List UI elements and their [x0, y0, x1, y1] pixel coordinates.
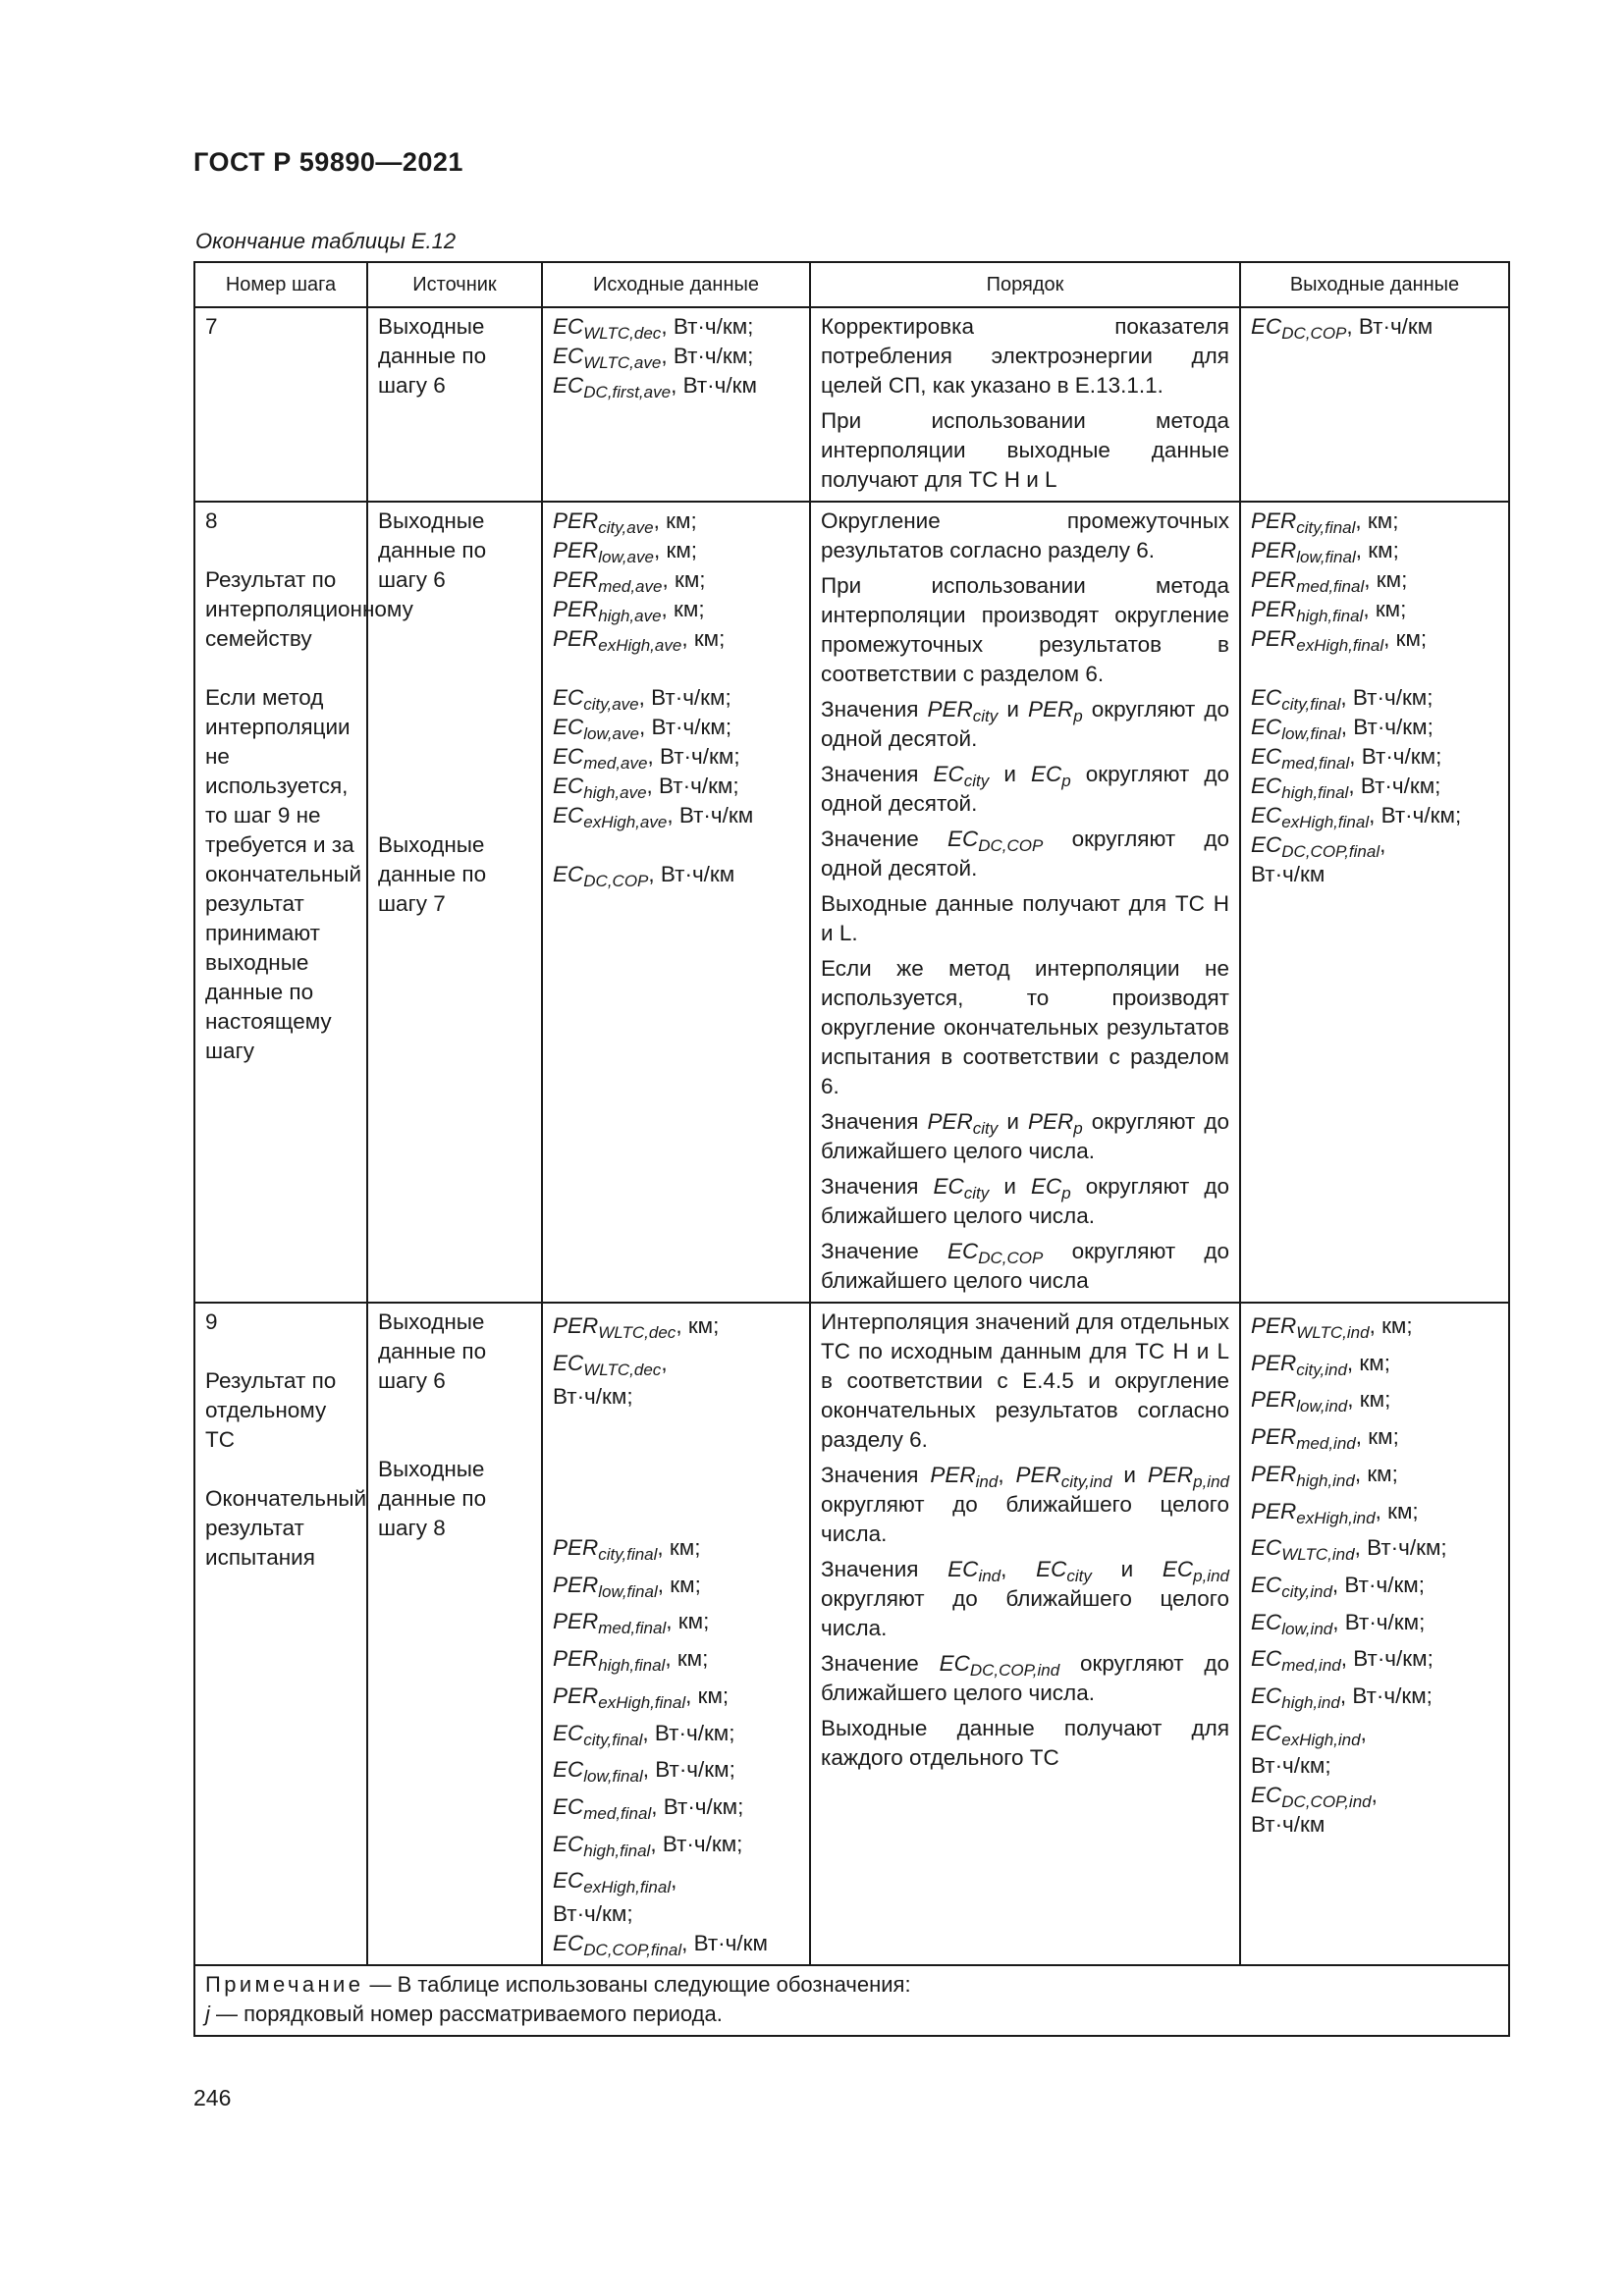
formula-item: $EC_{city,ind}$, Вт·ч/км; — [1251, 1572, 1426, 1601]
col-order: Порядок — [810, 262, 1240, 307]
output-cell — [1240, 1303, 1509, 1965]
formula-item: $EC_{exHigh,ind}$, — [1251, 1720, 1367, 1749]
formula-item: $EC_{city,final}$, Вт·ч/км; — [1251, 685, 1434, 714]
output-cell — [1240, 502, 1509, 1303]
formula-item: $EC_{city,final}$, Вт·ч/км; — [553, 1720, 735, 1749]
source-text: Выходные данные по шагу 6 — [378, 314, 487, 398]
formula-item: $EC_{high,ave}$, Вт·ч/км; — [553, 774, 739, 802]
formula-list — [553, 860, 799, 889]
order-paragraph: При использовании метода интерполяции производят округление промежуточных результатов в соответствии с разделом 6. — [821, 573, 1229, 686]
formula-item: $PER_{low,ind}$, км; — [1251, 1387, 1391, 1416]
order-paragraph: Значение $EC_{DC,COP}$ округляют до ближайшего целого числа — [821, 1239, 1229, 1293]
formula-list — [1251, 312, 1498, 342]
step-note: Результат по интерполяционному семейству — [205, 567, 413, 651]
order-paragraph: Значение $EC_{DC,COP}$ округляют до одной десятой. — [821, 827, 1229, 881]
input-cell — [542, 502, 810, 1303]
source-text: Выходные данные по шагу 6 — [378, 508, 487, 592]
step-note: Результат по отдельному ТС — [205, 1368, 337, 1452]
formula-item: $PER_{exHigh,final}$, км; — [553, 1682, 730, 1712]
formula-item: $EC_{exHigh,ave}$, Вт·ч/км — [553, 803, 754, 831]
step-cell — [194, 307, 367, 502]
source-cell — [367, 1303, 542, 1965]
formula-item: $EC_{DC,COP}$, Вт·ч/км — [1251, 314, 1434, 343]
formula-item: $EC_{low,ave}$, Вт·ч/км; — [553, 715, 732, 743]
table-caption: Окончание таблицы Е.12 — [195, 229, 457, 253]
order-paragraph: Значения $EC_{ind}$, $EC_{city}$ и $EC_{p,ind}$ округляют до ближайшего целого числа. — [821, 1557, 1229, 1640]
source-text: Выходные данные по шагу 7 — [378, 832, 487, 916]
formula-item: $EC_{exHigh,final}$, Вт·ч/км; — [1251, 803, 1462, 831]
formula-item: $PER_{city,ind}$, км; — [1251, 1350, 1390, 1379]
note-label: Примечание — [205, 1972, 364, 1998]
formula-item: $PER_{city,final}$, км; — [1251, 508, 1399, 537]
step-note: Если метод интерполяции не используется, то шаг 9 не требуется и за окончательный результат принимают выходные данные по настоящему шагу — [205, 685, 362, 1063]
formula-list — [553, 507, 799, 654]
order-paragraph: Значения $PER_{ind}$, $PER_{city,ind}$ и $PER_{p,ind}$ округляют до ближайшего целого числа. — [821, 1463, 1229, 1546]
source-text: Выходные данные по шагу 6 — [378, 1309, 487, 1393]
formula-item: $EC_{WLTC,ind}$, Вт·ч/км; — [1251, 1535, 1447, 1565]
order-paragraph: Интерполяция значений для отдельных ТС по исходным данным для ТС H и L в соответствии с Е.4.5 и округление окончательных результатов согласно разделу 6. — [821, 1309, 1229, 1452]
output-cell — [1240, 307, 1509, 502]
input-cell — [542, 307, 810, 502]
formula-item: $EC_{DC,COP}$, Вт·ч/км — [553, 862, 735, 890]
formula-item: $PER_{city,final}$, км; — [553, 1535, 701, 1564]
formula-item: $PER_{WLTC,dec}$, км; — [553, 1313, 720, 1342]
formula-unit: Вт·ч/км; — [1251, 1753, 1331, 1779]
formula-item: $EC_{WLTC,dec}$, — [553, 1351, 668, 1379]
order-paragraph: Значение $EC_{DC,COP,ind}$ округляют до ближайшего целого числа. — [821, 1651, 1229, 1705]
formula-list — [553, 312, 799, 400]
source-cell — [367, 502, 542, 1303]
formula-list — [1251, 683, 1498, 860]
formula-item: $EC_{high,final}$, Вт·ч/км; — [553, 1831, 743, 1860]
note-line: Примечание — В таблице использованы следующие обозначения: — [205, 1972, 911, 1998]
formula-item: $PER_{low,ave}$, км; — [553, 538, 698, 566]
document-header: ГОСТ Р 59890—2021 — [193, 147, 463, 177]
formula-list — [553, 683, 799, 830]
formula-item: $PER_{low,final}$, км; — [553, 1572, 701, 1601]
formula-item: $EC_{med,ind}$, Вт·ч/км; — [1251, 1646, 1434, 1676]
formula-item: $EC_{high,final}$, Вт·ч/км; — [1251, 774, 1441, 802]
formula-item: $EC_{low,ind}$, Вт·ч/км; — [1251, 1609, 1426, 1638]
steps-table — [193, 261, 1510, 2037]
col-step: Номер шага — [194, 262, 367, 307]
order-paragraph: Если же метод интерполяции не используется, то производят округление окончательных результатов испытания в соответствии с разделом 6. — [821, 956, 1229, 1098]
formula-item: $PER_{exHigh,ave}$, км; — [553, 626, 726, 655]
formula-item: $EC_{DC,COP,ind}$, — [1251, 1783, 1378, 1812]
formula-list — [1251, 1781, 1498, 1810]
order-cell — [810, 502, 1240, 1303]
formula-item: $EC_{med,final}$, Вт·ч/км; — [553, 1793, 744, 1823]
table-row-step-9 — [194, 1303, 1509, 1965]
order-paragraph: Значения $PER_{city}$ и $PER_p$ округляют до одной десятой. — [821, 697, 1229, 751]
note-line: j — порядковый номер рассматриваемого периода. — [205, 2002, 723, 2027]
source-cell — [367, 307, 542, 502]
formula-item: $PER_{exHigh,final}$, км; — [1251, 626, 1428, 655]
input-cell — [542, 1303, 810, 1965]
table-row-step-7 — [194, 307, 1509, 502]
formula-item: $PER_{WLTC,ind}$, км; — [1251, 1313, 1413, 1342]
page-number: 246 — [193, 2085, 232, 2110]
formula-item: $EC_{DC,COP,final}$, — [1251, 832, 1386, 861]
order-paragraph: Выходные данные получают для каждого отдельного ТС — [821, 1716, 1229, 1770]
formula-list — [553, 1308, 799, 1382]
formula-list — [1251, 507, 1498, 654]
formula-item: $EC_{high,ind}$, Вт·ч/км; — [1251, 1683, 1433, 1713]
table-header-row — [194, 262, 1509, 307]
formula-item: $EC_{med,ave}$, Вт·ч/км; — [553, 744, 740, 773]
source-text: Выходные данные по шагу 8 — [378, 1457, 487, 1540]
formula-unit: Вт·ч/км — [1251, 1812, 1325, 1838]
formula-item: $EC_{low,final}$, Вт·ч/км; — [553, 1757, 735, 1787]
order-cell — [810, 1303, 1240, 1965]
step-note: Окончательный результат испытания — [205, 1486, 367, 1570]
formula-list — [553, 1929, 799, 1958]
formula-item: $PER_{high,final}$, км; — [1251, 597, 1407, 625]
formula-item: $PER_{med,ave}$, км; — [553, 567, 706, 596]
formula-item: $PER_{high,final}$, км; — [553, 1646, 709, 1676]
formula-item: $PER_{med,final}$, км; — [553, 1609, 710, 1638]
col-output: Выходные данные — [1240, 262, 1509, 307]
formula-item: $EC_{med,final}$, Вт·ч/км; — [1251, 744, 1442, 773]
formula-item: $EC_{exHigh,final}$, — [553, 1868, 677, 1897]
formula-item: $EC_{DC,COP,final}$, Вт·ч/км — [553, 1931, 768, 1960]
order-paragraph: Значения $PER_{city}$ и $PER_p$ округляют до ближайшего целого числа. — [821, 1109, 1229, 1163]
formula-item: $EC_{WLTC,dec}$, Вт·ч/км; — [553, 314, 754, 343]
step-number: 7 — [205, 314, 218, 339]
formula-unit: Вт·ч/км; — [553, 1901, 633, 1927]
table-row-step-8 — [194, 502, 1509, 1303]
step-cell — [194, 1303, 367, 1965]
order-paragraph: Выходные данные получают для ТС H и L. — [821, 891, 1229, 945]
formula-unit: Вт·ч/км — [1251, 862, 1325, 886]
formula-item: $EC_{city,ave}$, Вт·ч/км; — [553, 685, 731, 714]
formula-list — [1251, 1308, 1498, 1751]
formula-list — [553, 1529, 799, 1899]
step-number: 8 — [205, 508, 218, 533]
order-paragraph: Корректировка показателя потребления электроэнергии для целей СП, как указано в Е.13.1.1. — [821, 314, 1229, 398]
formula-item: $PER_{exHigh,ind}$, км; — [1251, 1498, 1419, 1527]
formula-item: $PER_{med,final}$, км; — [1251, 567, 1408, 596]
formula-item: $PER_{city,ave}$, км; — [553, 508, 697, 537]
order-paragraph: Округление промежуточных результатов согласно разделу 6. — [821, 508, 1229, 562]
col-input: Исходные данные — [542, 262, 810, 307]
formula-item: $EC_{DC,first,ave}$, Вт·ч/км — [553, 373, 757, 401]
step-cell — [194, 502, 413, 1303]
formula-item: $PER_{med,ind}$, км; — [1251, 1424, 1399, 1454]
formula-item: $EC_{WLTC,ave}$, Вт·ч/км; — [553, 344, 754, 372]
step-number: 9 — [205, 1309, 218, 1334]
table-note — [194, 1965, 1509, 2036]
formula-item: $EC_{low,final}$, Вт·ч/км; — [1251, 715, 1434, 743]
formula-item: $PER_{high,ind}$, км; — [1251, 1461, 1398, 1490]
order-cell — [810, 307, 1240, 502]
formula-unit: Вт·ч/км; — [553, 1384, 633, 1409]
table-note-row — [194, 1965, 1509, 2036]
order-paragraph: Значения $EC_{city}$ и $EC_p$ округляют до одной десятой. — [821, 762, 1229, 816]
col-source: Источник — [367, 262, 542, 307]
formula-item: $PER_{high,ave}$, км; — [553, 597, 705, 625]
order-paragraph: При использовании метода интерполяции выходные данные получают для ТС H и L — [821, 408, 1229, 492]
order-paragraph: Значения $EC_{city}$ и $EC_p$ округляют до ближайшего целого числа. — [821, 1174, 1229, 1228]
formula-item: $PER_{low,final}$, км; — [1251, 538, 1399, 566]
